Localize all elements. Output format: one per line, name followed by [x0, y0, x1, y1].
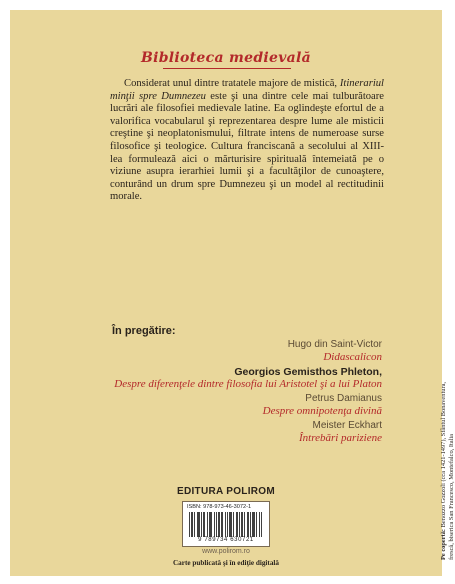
barcode-bar [261, 512, 262, 537]
edition-note: Carte publicată şi în ediţie digitală [172, 559, 279, 567]
barcode-bar [192, 512, 193, 537]
barcode-bar [250, 512, 251, 537]
upcoming-author: Georgios Gemisthos Phleton, [234, 366, 382, 378]
publisher-website: www.polirom.ro [202, 548, 250, 555]
barcode-bar [229, 512, 230, 537]
barcode-bar [236, 512, 237, 537]
barcode-bar [237, 512, 238, 537]
barcode-bar [197, 512, 198, 537]
barcode-bar [248, 512, 249, 537]
barcode-bar [253, 512, 254, 537]
blurb-end: este şi una dintre cele mai tulburătoare lucrări ale filosofiei medievale latine. Ea oglindeşte efortul de a valorifica vocabularul şi reprezentarea despre lume ale misticii creştine şi neoplatonismului, filtrate intens de numeroase surse filosofice şi teologice. Cultura franciscană a secolului al XIII-lea formulează aici o mărturisire spirituală întemeiată pe o viziune asupra ierarhiei lumii şi a facultăţilor de cunoaştere, conturând un drum spre Dumnezeu şi un model al rectitudinii morale. [110, 90, 384, 203]
barcode-bar [211, 512, 212, 537]
upcoming-work-title: Despre omnipotenţa divină [262, 405, 382, 417]
barcode-bar [252, 512, 253, 537]
cover-image-credit [440, 367, 455, 560]
isbn-barcode-box [182, 501, 270, 547]
barcode-bar [242, 512, 243, 537]
barcode-bar [221, 512, 222, 537]
barcode-bar [189, 512, 190, 537]
barcode-bar [244, 512, 245, 537]
barcode-bar [230, 512, 231, 537]
blurb-book-title: Itinerariul minţii spre Dumnezeu [110, 78, 384, 102]
barcode-bar [241, 512, 242, 537]
barcode-bar [203, 512, 204, 537]
barcode-bar [218, 512, 219, 537]
blurb-paragraph [110, 78, 384, 204]
isbn-text: ISBN: 978-973-46-3072-1 [187, 504, 252, 510]
upcoming-author: Meister Eckhart [312, 420, 382, 431]
isbn-digits: 9 789734 630721 [198, 537, 254, 543]
barcode-bar [204, 512, 205, 537]
barcode-bar [198, 512, 199, 537]
barcode-bar [231, 512, 232, 537]
upcoming-work-title: Întrebări pariziene [299, 432, 382, 444]
barcode-bar [259, 512, 260, 537]
publisher-name: EDITURA POLIROM [176, 486, 275, 497]
book-back-cover [10, 10, 455, 576]
upcoming-item [112, 366, 382, 390]
barcode-bar [222, 512, 223, 537]
barcode-bar [254, 512, 255, 537]
barcode-bar [209, 512, 210, 537]
upcoming-work-title: Despre diferenţele dintre filosofia lui Aristotel şi a lui Platon [114, 378, 382, 390]
upcoming-label: În pregătire: [112, 325, 176, 337]
series-title-underline [163, 68, 291, 69]
barcode-bar [256, 512, 257, 537]
barcode-bar [207, 512, 208, 537]
barcode-bar [233, 512, 234, 537]
upcoming-titles [112, 325, 382, 447]
barcode-bar [194, 512, 195, 537]
barcode-bar [225, 512, 226, 537]
barcode-bar [214, 512, 215, 537]
series-title: Biblioteca medievală [140, 50, 312, 66]
barcode-bar [239, 512, 240, 537]
blurb [110, 78, 384, 204]
upcoming-author: Hugo din Saint-Victor [287, 339, 382, 350]
upcoming-item [112, 339, 382, 363]
cover-credit-label: Pe copertă: [440, 528, 447, 560]
upcoming-list [112, 339, 382, 444]
barcode-bar [201, 512, 202, 537]
barcode-bar [227, 512, 228, 537]
barcode-bar [210, 512, 211, 537]
barcode-bar [191, 512, 192, 537]
barcode-bar [247, 512, 248, 537]
barcode-bar [199, 512, 200, 537]
barcode [189, 512, 263, 537]
barcode-bar [216, 512, 217, 537]
cover-credit-text: Benozzo Gozzoli (cca 1421-1497), Sfântul Bonaventura, frescă, biserica San Francesco, Montefalco, Italia [440, 381, 455, 560]
upcoming-author: Petrus Damianus [305, 393, 382, 404]
barcode-bar [219, 512, 220, 537]
blurb-start: Considerat unul dintre tratatele majore de mistică, [124, 78, 340, 89]
upcoming-item [112, 393, 382, 417]
upcoming-item [112, 420, 382, 444]
upcoming-work-title: Didascalicon [323, 351, 382, 363]
